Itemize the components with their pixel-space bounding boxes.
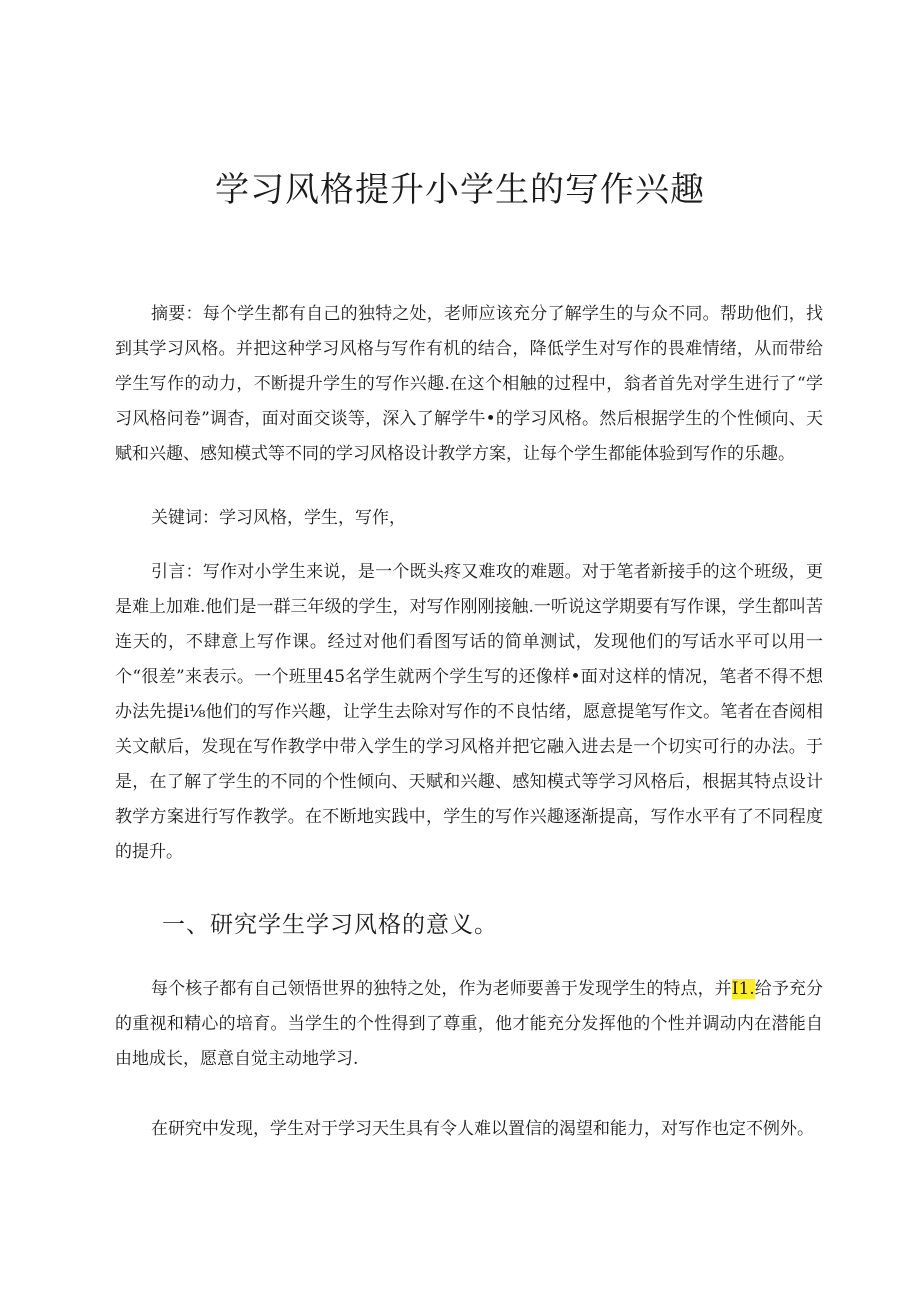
document-title: 学习风格提升小学生的写作兴趣: [215, 170, 705, 210]
section-paragraph-1: [115, 972, 823, 1077]
introduction-paragraph: 引言：写作对小学生来说，是一个既头疼又难攻的难题。对于笔者新接手的这个班级，更是难上加难.他们是一群三年级的学生，对写作刚刚接触.一听说这学期要有写作课，学生都叫苦连天的，不肆意上写作课。经过对他们看图写话的简单测试，发现他们的写话水平可以用一个“很差”来表示。一个班里45名学生就两个学生写的还像样•面对这样的情况，笔者不得不想办法先提i⅛他们的写作兴趣，让学生去除对写作的不良怙绪，愿意提笔写作文。笔者在杳阅相关文献后，发现在写作教学中带入学生的学习风格并把它融入进去是一个切实可行的办法。于是，在了解了学生的不同的个性倾向、天赋和兴趣、感知模式等学习风格后，根据其特点设计教学方案进行写作教学。在不断地实践中，学生的写作兴趣逐渐提高，写作水平有了不同程度的提升。: [115, 562, 823, 862]
section-paragraph-2: 在研究中发现，学生对于学习天生具有令人难以置信的渴望和能力，对写作也定不例外。: [151, 1119, 814, 1139]
paragraph-text-after-highlight: 给予充分的重视和精心的培育。当学生的个性得到了尊重，他才能充分发挥他的个性并调动内在潜能自由地成长，愿意自觉主动地学习.: [115, 979, 824, 1069]
keywords-paragraph: 关键词：学习风格，学生，写作，: [151, 508, 406, 528]
abstract-paragraph: 摘要：每个学生都有自己的独特之处，老师应该充分了解学生的与众不同。帮助他们，找到其学习风格。并把这种学习风格与写作有机的结合，降低学生对写作的畏难情绪，从而带给学生写作的动力，不断提升学生的写作兴趣.在这个相触的过程中，翁者首先对学生进行了“学习风格问卷”调杳，面对面交谈等，深入了解学牛•的学习风格。然后根据学生的个性倾向、天赋和兴趣、感知模式等不同的学习风格设计教学方案，让每个学生都能体验到写作的乐趣。: [115, 304, 823, 464]
paragraph-text-before-highlight: 每个核子都有自己领悟世界的独特之处，作为老师要善于发现学生的特点，并: [151, 979, 732, 999]
highlighted-text: I1.: [731, 979, 755, 999]
section-heading: 一、研究学生学习风格的意义。: [162, 912, 498, 938]
